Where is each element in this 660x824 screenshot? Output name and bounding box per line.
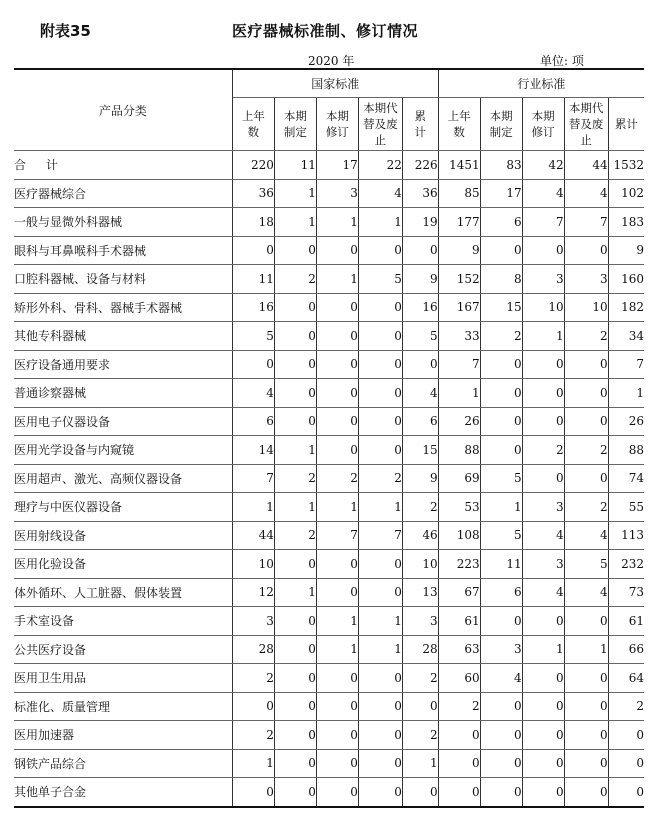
national-revised-cell: 3: [316, 179, 358, 208]
national-replaced-abolished-cell: 5: [358, 265, 402, 294]
national-replaced-abolished-cell: 0: [358, 578, 402, 607]
industry-cumulative-cell: 0: [608, 749, 644, 778]
national-new-cell: 1: [274, 493, 316, 522]
national-replaced-abolished-cell: 0: [358, 236, 402, 265]
category-name: 医用光学设备与内窥镜: [14, 436, 232, 465]
industry-replaced-abolished-cell: 10: [564, 293, 608, 322]
national-last-year-cell: 12: [232, 578, 274, 607]
national-new-cell: 2: [274, 265, 316, 294]
industry-revised-cell: 3: [522, 265, 564, 294]
industry-last-year-cell: 88: [438, 436, 480, 465]
industry-cumulative-cell: 182: [608, 293, 644, 322]
industry-last-year-cell: 1: [438, 379, 480, 408]
industry-replaced-abolished-cell: 2: [564, 322, 608, 351]
industry-revised-cell: 0: [522, 778, 564, 807]
national-last-year-cell: 220: [232, 151, 274, 180]
national-cumulative-cell: 0: [402, 236, 438, 265]
table-row: [14, 208, 644, 237]
category-name: 其他专科器械: [14, 322, 232, 351]
national-new-cell: 0: [274, 379, 316, 408]
total-row: [14, 151, 644, 180]
category-name: 体外循环、人工脏器、假体装置: [14, 578, 232, 607]
industry-replaced-abolished-cell: 4: [564, 578, 608, 607]
national-last-year-cell: 6: [232, 407, 274, 436]
national-new-cell: 0: [274, 350, 316, 379]
national-new-cell: 0: [274, 664, 316, 693]
national-revised-header: 本期 修订: [316, 98, 358, 151]
national-last-year-cell: 0: [232, 692, 274, 721]
industry-replaced-abolished-cell: 0: [564, 721, 608, 750]
national-replaced-abolished-cell: 0: [358, 692, 402, 721]
industry-cumulative-cell: 88: [608, 436, 644, 465]
industry-cumulative-cell: 232: [608, 550, 644, 579]
industry-replaced-abolished-cell: 0: [564, 379, 608, 408]
industry-replaced-abolished-cell: 0: [564, 749, 608, 778]
industry-cumulative-cell: 64: [608, 664, 644, 693]
national-replaced-abolished-cell: 0: [358, 664, 402, 693]
category-name: 医疗设备通用要求: [14, 350, 232, 379]
national-replaced-abolished-cell: 0: [358, 436, 402, 465]
industry-revised-cell: 0: [522, 749, 564, 778]
national-cumulative-cell: 15: [402, 436, 438, 465]
industry-cumulative-cell: 113: [608, 521, 644, 550]
industry-revised-cell: 3: [522, 550, 564, 579]
industry-new-cell: 0: [480, 236, 522, 265]
national-replaced-abolished-cell: 0: [358, 749, 402, 778]
national-new-cell: 0: [274, 293, 316, 322]
industry-revised-cell: 0: [522, 407, 564, 436]
unit-label: 单位: 项: [540, 54, 584, 68]
national-revised-cell: 1: [316, 607, 358, 636]
appendix-label: 附表35: [40, 22, 91, 40]
table-row: [14, 721, 644, 750]
table-row: [14, 550, 644, 579]
category-name: 眼科与耳鼻喉科手术器械: [14, 236, 232, 265]
industry-replaced-abolished-cell: 5: [564, 550, 608, 579]
industry-last-year-cell: 2: [438, 692, 480, 721]
table-row: [14, 236, 644, 265]
industry-revised-cell: 2: [522, 436, 564, 465]
national-new-cell: 0: [274, 322, 316, 351]
industry-replaced-abolished-cell: 4: [564, 179, 608, 208]
industry-new-cell: 3: [480, 635, 522, 664]
industry-cumulative-cell: 34: [608, 322, 644, 351]
national-replaced-abolished-cell: 0: [358, 379, 402, 408]
industry-new-cell: 5: [480, 521, 522, 550]
table-row: [14, 379, 644, 408]
category-name: 医疗器械综合: [14, 179, 232, 208]
industry-new-cell: 0: [480, 607, 522, 636]
industry-replaced-abolished-cell: 0: [564, 664, 608, 693]
national-revised-cell: 0: [316, 407, 358, 436]
national-new-cell: 0: [274, 778, 316, 807]
industry-cumulative-cell: 73: [608, 578, 644, 607]
national-revised-cell: 0: [316, 692, 358, 721]
national-replaced-abolished-cell: 0: [358, 721, 402, 750]
industry-last-year-cell: 167: [438, 293, 480, 322]
national-cumulative-cell: 5: [402, 322, 438, 351]
national-new-cell: 0: [274, 692, 316, 721]
industry-cumulative-cell: 0: [608, 778, 644, 807]
category-name: 矫形外科、骨科、器械手术器械: [14, 293, 232, 322]
industry-new-cell: 15: [480, 293, 522, 322]
industry-cumulative-header: 累计: [608, 98, 644, 151]
national-cumulative-cell: 3: [402, 607, 438, 636]
national-replaced-abolished-cell: 0: [358, 407, 402, 436]
national-replaced-abolished-cell: 0: [358, 322, 402, 351]
industry-cumulative-cell: 55: [608, 493, 644, 522]
table-row: [14, 322, 644, 351]
industry-replaced-abolished-cell: 44: [564, 151, 608, 180]
industry-revised-cell: 0: [522, 464, 564, 493]
national-revised-cell: 1: [316, 208, 358, 237]
industry-revised-cell: 1: [522, 322, 564, 351]
industry-new-cell: 0: [480, 692, 522, 721]
industry-new-cell: 0: [480, 379, 522, 408]
national-last-year-cell: 16: [232, 293, 274, 322]
national-revised-cell: 17: [316, 151, 358, 180]
national-last-year-cell: 4: [232, 379, 274, 408]
national-revised-cell: 1: [316, 265, 358, 294]
industry-new-cell: 5: [480, 464, 522, 493]
national-last-year-cell: 36: [232, 179, 274, 208]
industry-last-year-cell: 177: [438, 208, 480, 237]
national-replaced-abolished-cell: 22: [358, 151, 402, 180]
industry-revised-cell: 0: [522, 664, 564, 693]
industry-last-year-cell: 26: [438, 407, 480, 436]
industry-replaced-abolished-cell: 2: [564, 493, 608, 522]
table-row: [14, 265, 644, 294]
national-cumulative-cell: 13: [402, 578, 438, 607]
industry-cumulative-cell: 0: [608, 721, 644, 750]
national-revised-cell: 0: [316, 350, 358, 379]
industry-revised-cell: 0: [522, 692, 564, 721]
year-label: 2020 年: [308, 54, 355, 68]
national-replaced-abolished-header: 本期代 替及废 止: [358, 98, 402, 151]
national-cumulative-cell: 6: [402, 407, 438, 436]
national-revised-cell: 0: [316, 236, 358, 265]
national-cumulative-header: 累 计: [402, 98, 438, 151]
industry-revised-cell: 42: [522, 151, 564, 180]
table-row: [14, 635, 644, 664]
industry-cumulative-cell: 9: [608, 236, 644, 265]
industry-last-year-cell: 108: [438, 521, 480, 550]
industry-revised-cell: 0: [522, 236, 564, 265]
national-cumulative-cell: 9: [402, 265, 438, 294]
national-revised-cell: 0: [316, 664, 358, 693]
industry-revised-cell: 0: [522, 607, 564, 636]
industry-revised-cell: 0: [522, 379, 564, 408]
industry-header: 行业标准: [438, 69, 644, 98]
category-name: 医用超声、激光、高频仪器设备: [14, 464, 232, 493]
category-name: 标准化、质量管理: [14, 692, 232, 721]
industry-replaced-abolished-cell: 1: [564, 635, 608, 664]
table-row: [14, 179, 644, 208]
national-last-year-cell: 18: [232, 208, 274, 237]
national-new-cell: 2: [274, 464, 316, 493]
national-new-cell: 0: [274, 635, 316, 664]
page-title: 医疗器械标准制、修订情况: [232, 22, 419, 40]
table-row: [14, 578, 644, 607]
industry-new-header: 本期 制定: [480, 98, 522, 151]
national-revised-cell: 0: [316, 436, 358, 465]
industry-new-cell: 11: [480, 550, 522, 579]
table-row: [14, 436, 644, 465]
national-new-cell: 0: [274, 607, 316, 636]
national-new-cell: 11: [274, 151, 316, 180]
category-name: 医用加速器: [14, 721, 232, 750]
category-header: 产品分类: [14, 69, 232, 151]
national-replaced-abolished-cell: 2: [358, 464, 402, 493]
industry-last-year-cell: 7: [438, 350, 480, 379]
national-new-cell: 1: [274, 436, 316, 465]
national-last-year-cell: 0: [232, 778, 274, 807]
industry-replaced-abolished-cell: 0: [564, 407, 608, 436]
category-name: 公共医疗设备: [14, 635, 232, 664]
industry-new-cell: 6: [480, 208, 522, 237]
industry-revised-cell: 1: [522, 635, 564, 664]
national-last-year-cell: 2: [232, 721, 274, 750]
category-name: 口腔科器械、设备与材料: [14, 265, 232, 294]
national-last-year-cell: 11: [232, 265, 274, 294]
national-cumulative-cell: 2: [402, 664, 438, 693]
category-name: 手术室设备: [14, 607, 232, 636]
national-cumulative-cell: 36: [402, 179, 438, 208]
national-revised-cell: 0: [316, 749, 358, 778]
industry-replaced-abolished-cell: 0: [564, 607, 608, 636]
table-row: [14, 293, 644, 322]
industry-revised-header: 本期 修订: [522, 98, 564, 151]
industry-last-year-cell: 63: [438, 635, 480, 664]
table-row: [14, 607, 644, 636]
national-header: 国家标准: [232, 69, 438, 98]
industry-new-cell: 2: [480, 322, 522, 351]
industry-last-year-cell: 0: [438, 778, 480, 807]
industry-last-year-cell: 67: [438, 578, 480, 607]
industry-cumulative-cell: 160: [608, 265, 644, 294]
industry-revised-cell: 0: [522, 721, 564, 750]
national-replaced-abolished-cell: 0: [358, 293, 402, 322]
national-new-cell: 1: [274, 179, 316, 208]
national-last-year-cell: 5: [232, 322, 274, 351]
national-revised-cell: 1: [316, 493, 358, 522]
national-cumulative-cell: 4: [402, 379, 438, 408]
table-row: [14, 664, 644, 693]
national-last-year-cell: 1: [232, 749, 274, 778]
national-cumulative-cell: 9: [402, 464, 438, 493]
national-last-year-cell: 7: [232, 464, 274, 493]
national-revised-cell: 0: [316, 293, 358, 322]
national-cumulative-cell: 0: [402, 350, 438, 379]
industry-cumulative-cell: 7: [608, 350, 644, 379]
national-cumulative-cell: 1: [402, 749, 438, 778]
industry-cumulative-cell: 61: [608, 607, 644, 636]
national-new-cell: 2: [274, 521, 316, 550]
national-replaced-abolished-cell: 0: [358, 550, 402, 579]
national-replaced-abolished-cell: 1: [358, 635, 402, 664]
table-row: [14, 464, 644, 493]
national-new-cell: 0: [274, 407, 316, 436]
industry-last-year-cell: 152: [438, 265, 480, 294]
national-revised-cell: 0: [316, 778, 358, 807]
industry-replaced-abolished-cell: 0: [564, 464, 608, 493]
category-name: 合 计: [14, 151, 232, 180]
industry-new-cell: 0: [480, 350, 522, 379]
national-new-cell: 1: [274, 208, 316, 237]
table-row: [14, 778, 644, 807]
industry-new-cell: 17: [480, 179, 522, 208]
industry-last-year-cell: 223: [438, 550, 480, 579]
industry-replaced-abolished-cell: 2: [564, 436, 608, 465]
national-replaced-abolished-cell: 1: [358, 607, 402, 636]
national-replaced-abolished-cell: 4: [358, 179, 402, 208]
industry-revised-cell: 3: [522, 493, 564, 522]
industry-cumulative-cell: 26: [608, 407, 644, 436]
national-replaced-abolished-cell: 7: [358, 521, 402, 550]
national-replaced-abolished-cell: 0: [358, 350, 402, 379]
national-new-cell: 1: [274, 578, 316, 607]
national-new-header: 本期 制定: [274, 98, 316, 151]
industry-revised-cell: 0: [522, 350, 564, 379]
national-new-cell: 0: [274, 550, 316, 579]
industry-cumulative-cell: 74: [608, 464, 644, 493]
table-row: [14, 493, 644, 522]
national-cumulative-cell: 0: [402, 692, 438, 721]
national-cumulative-cell: 2: [402, 721, 438, 750]
national-cumulative-cell: 19: [402, 208, 438, 237]
industry-new-cell: 4: [480, 664, 522, 693]
national-last-year-cell: 44: [232, 521, 274, 550]
industry-new-cell: 6: [480, 578, 522, 607]
industry-replaced-abolished-cell: 7: [564, 208, 608, 237]
national-revised-cell: 0: [316, 578, 358, 607]
industry-new-cell: 0: [480, 436, 522, 465]
industry-new-cell: 0: [480, 778, 522, 807]
national-replaced-abolished-cell: 1: [358, 208, 402, 237]
national-cumulative-cell: 16: [402, 293, 438, 322]
industry-new-cell: 0: [480, 721, 522, 750]
national-replaced-abolished-cell: 1: [358, 493, 402, 522]
industry-revised-cell: 4: [522, 578, 564, 607]
national-replaced-abolished-cell: 0: [358, 778, 402, 807]
national-revised-cell: 0: [316, 550, 358, 579]
national-cumulative-cell: 46: [402, 521, 438, 550]
industry-replaced-abolished-cell: 0: [564, 778, 608, 807]
national-last-year-cell: 2: [232, 664, 274, 693]
industry-revised-cell: 10: [522, 293, 564, 322]
category-name: 普通诊察器械: [14, 379, 232, 408]
national-last-year-cell: 14: [232, 436, 274, 465]
industry-cumulative-cell: 183: [608, 208, 644, 237]
industry-replaced-abolished-header: 本期代 替及废 止: [564, 98, 608, 151]
table-row: [14, 350, 644, 379]
category-name: 医用射线设备: [14, 521, 232, 550]
industry-last-year-cell: 85: [438, 179, 480, 208]
industry-replaced-abolished-cell: 0: [564, 692, 608, 721]
table-row: [14, 692, 644, 721]
national-new-cell: 0: [274, 721, 316, 750]
industry-last-year-cell: 33: [438, 322, 480, 351]
national-new-cell: 0: [274, 749, 316, 778]
national-last-year-cell: 3: [232, 607, 274, 636]
category-name: 其他单子合金: [14, 778, 232, 807]
category-name: 一般与显微外科器械: [14, 208, 232, 237]
national-cumulative-cell: 28: [402, 635, 438, 664]
industry-last-year-cell: 61: [438, 607, 480, 636]
table-row: [14, 407, 644, 436]
industry-revised-cell: 7: [522, 208, 564, 237]
industry-last-year-cell: 69: [438, 464, 480, 493]
national-cumulative-cell: 2: [402, 493, 438, 522]
industry-replaced-abolished-cell: 4: [564, 521, 608, 550]
industry-last-year-cell: 53: [438, 493, 480, 522]
industry-cumulative-cell: 1532: [608, 151, 644, 180]
category-name: 钢铁产品综合: [14, 749, 232, 778]
national-cumulative-cell: 226: [402, 151, 438, 180]
industry-cumulative-cell: 2: [608, 692, 644, 721]
national-last-year-header: 上年 数: [232, 98, 274, 151]
industry-new-cell: 1: [480, 493, 522, 522]
industry-new-cell: 0: [480, 749, 522, 778]
industry-last-year-cell: 0: [438, 721, 480, 750]
industry-cumulative-cell: 66: [608, 635, 644, 664]
national-revised-cell: 0: [316, 379, 358, 408]
industry-replaced-abolished-cell: 3: [564, 265, 608, 294]
industry-replaced-abolished-cell: 0: [564, 350, 608, 379]
standards-table: [14, 68, 644, 808]
national-last-year-cell: 10: [232, 550, 274, 579]
industry-new-cell: 83: [480, 151, 522, 180]
national-last-year-cell: 0: [232, 350, 274, 379]
industry-revised-cell: 4: [522, 179, 564, 208]
industry-new-cell: 0: [480, 407, 522, 436]
category-name: 医用化验设备: [14, 550, 232, 579]
national-revised-cell: 7: [316, 521, 358, 550]
national-new-cell: 0: [274, 236, 316, 265]
industry-last-year-cell: 9: [438, 236, 480, 265]
industry-replaced-abolished-cell: 0: [564, 236, 608, 265]
category-name: 医用电子仪器设备: [14, 407, 232, 436]
industry-cumulative-cell: 1: [608, 379, 644, 408]
industry-last-year-cell: 60: [438, 664, 480, 693]
national-last-year-cell: 0: [232, 236, 274, 265]
national-revised-cell: 0: [316, 721, 358, 750]
industry-last-year-header: 上年 数: [438, 98, 480, 151]
national-cumulative-cell: 10: [402, 550, 438, 579]
national-revised-cell: 0: [316, 322, 358, 351]
national-revised-cell: 1: [316, 635, 358, 664]
category-name: 理疗与中医仪器设备: [14, 493, 232, 522]
industry-last-year-cell: 0: [438, 749, 480, 778]
industry-new-cell: 8: [480, 265, 522, 294]
industry-last-year-cell: 1451: [438, 151, 480, 180]
national-last-year-cell: 28: [232, 635, 274, 664]
national-revised-cell: 2: [316, 464, 358, 493]
table-row: [14, 521, 644, 550]
table-row: [14, 749, 644, 778]
industry-cumulative-cell: 102: [608, 179, 644, 208]
national-last-year-cell: 1: [232, 493, 274, 522]
industry-revised-cell: 4: [522, 521, 564, 550]
category-name: 医用卫生用品: [14, 664, 232, 693]
national-cumulative-cell: 0: [402, 778, 438, 807]
